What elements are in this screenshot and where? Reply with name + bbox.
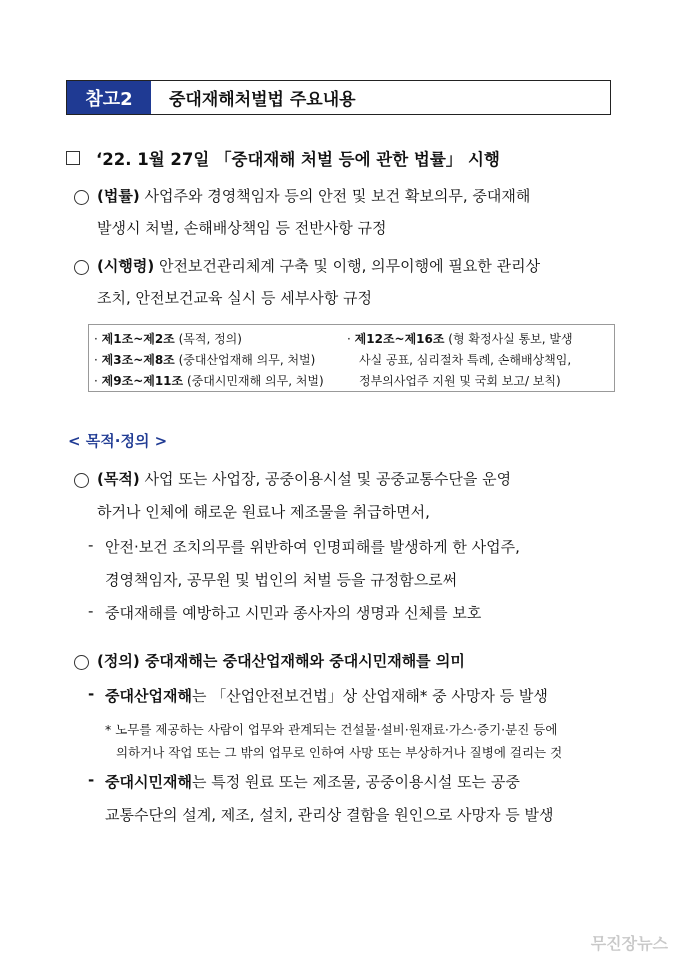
definition-sub2-dash: - — [88, 771, 95, 789]
square-bullet-icon — [66, 151, 80, 165]
purpose-sub1-line1: 안전·보건 조치의무를 위반하여 인명피해를 발생하게 한 사업주, — [105, 538, 520, 556]
article-left-2: · 제3조~제8조 (중대산업재해 의무, 처벌) — [94, 353, 316, 367]
article-right-2: 사실 공표, 심리절차 특례, 손해배상책임, — [359, 353, 572, 367]
purpose-sub2-line1: 중대재해를 예방하고 시민과 종사자의 생명과 신체를 보호 — [105, 604, 482, 622]
main-heading: ‘22. 1월 27일 「중대재해 처벌 등에 관한 법률」 시행 — [96, 150, 500, 169]
article-left-3: · 제9조~제11조 (중대시민재해 의무, 처벌) — [94, 374, 324, 388]
header-tag: 참고2 — [67, 81, 151, 114]
item-decree-line1: (시행령) 안전보건관리체계 구축 및 이행, 의무이행에 필요한 관리상 — [97, 257, 541, 275]
header-box — [66, 80, 611, 115]
watermark-logo: 무진장뉴스 — [590, 934, 668, 953]
definition-note-line2: 의하거나 작업 또는 그 밖의 업무로 인하여 사망 또는 부상하거나 질병에 걸리는 것 — [116, 745, 563, 760]
purpose-sub1-line2: 경영책임자, 공무원 및 법인의 처벌 등을 규정함으로써 — [105, 571, 458, 589]
article-reference-box — [88, 324, 615, 392]
item-decree-line2: 조치, 안전보건교육 실시 등 세부사항 규정 — [97, 289, 372, 307]
item-law-line1: (법률) 사업주와 경영책임자 등의 안전 및 보건 확보의무, 중대재해 — [97, 187, 531, 205]
definition-sub2-line2: 교통수단의 설계, 제조, 설치, 관리상 결함을 원인으로 사망자 등 발생 — [105, 806, 554, 824]
header-title: 중대재해처벌법 주요내용 — [169, 90, 356, 110]
definition-note-line1: * 노무를 제공하는 사람이 업무와 관계되는 건설물·설비·원재료·가스·증기·분진 등에 — [105, 722, 558, 737]
purpose-line2: 하거나 인체에 해로운 원료나 제조물을 취급하면서, — [97, 503, 430, 521]
item-law-line2: 발생시 처벌, 손해배상책임 등 전반사항 규정 — [97, 219, 387, 237]
definition-sub1: 중대산업재해는 「산업안전보건법」상 산업재해* 중 사망자 등 발생 — [105, 687, 548, 705]
definition-sub1-dash: - — [88, 685, 95, 703]
definition-line: (정의) 중대재해는 중대산업재해와 중대시민재해를 의미 — [97, 652, 465, 670]
circle-bullet-icon — [74, 655, 89, 670]
purpose-sub2-dash: - — [88, 602, 94, 620]
article-right-1: · 제12조~제16조 (형 확정사실 통보, 발생 — [347, 332, 573, 346]
purpose-line1: (목적) 사업 또는 사업장, 공중이용시설 및 공중교통수단을 운영 — [97, 470, 512, 488]
definition-sub2-line1: 중대시민재해는 특정 원료 또는 제조물, 공중이용시설 또는 공중 — [105, 773, 520, 791]
section-title: < 목적·정의 > — [68, 432, 168, 450]
purpose-sub1-dash: - — [88, 536, 94, 554]
circle-bullet-icon — [74, 473, 89, 488]
article-left-1: · 제1조~제2조 (목적, 정의) — [94, 332, 242, 346]
circle-bullet-icon — [74, 260, 89, 275]
circle-bullet-icon — [74, 190, 89, 205]
article-right-3: 정부의사업주 지원 및 국회 보고/ 보칙) — [359, 374, 561, 388]
